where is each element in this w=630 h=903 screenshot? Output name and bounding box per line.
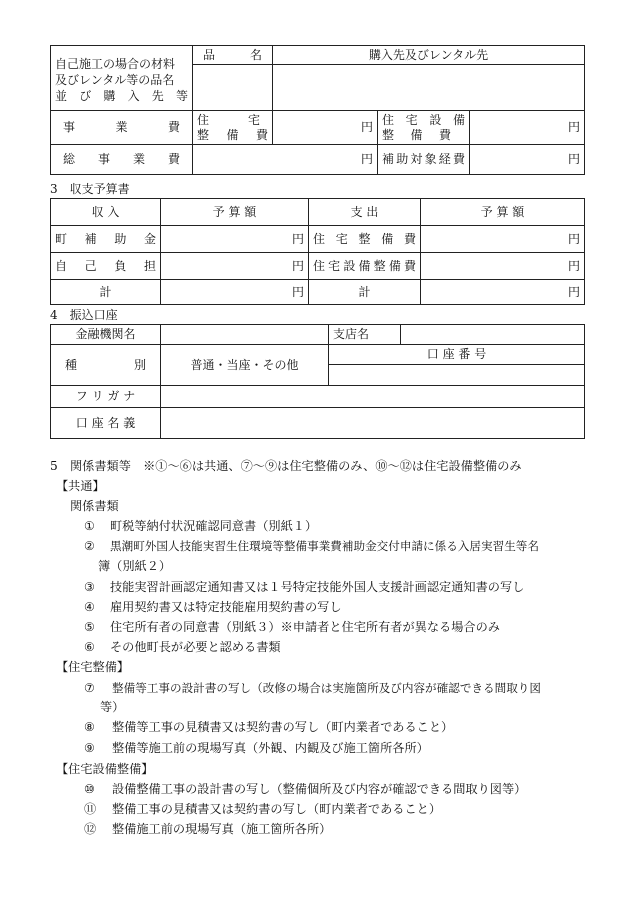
housing-expense-label: 住 宅 整 備 費 <box>309 226 421 253</box>
list-item: ⑦ 整備等工事の設計書の写し（改修の場合は実施箇所及び内容が確認できる間取り図 <box>84 681 541 695</box>
subsidy-target-value[interactable]: 円 <box>470 145 585 175</box>
branch-label: 支店名 <box>329 325 401 345</box>
housing-cost-label: 住 宅 整 備 費 <box>193 111 273 145</box>
list-item: ② 黒潮町外国人技能実習生住環境等整備事業費補助金交付申請に係る入居実習生等名 <box>84 539 539 553</box>
item-name-cell[interactable] <box>193 65 273 111</box>
equip-expense-label: 住宅設備整備費 <box>309 253 421 280</box>
section-3-heading: 3 収支予算書 <box>50 182 130 196</box>
list-item-continuation: 簿（別紙２） <box>98 559 172 573</box>
expense-total-label: 計 <box>309 280 421 305</box>
project-cost-label: 事 業 費 <box>51 111 193 145</box>
account-type-options[interactable]: 普通・当座・その他 <box>161 345 329 386</box>
account-holder-cell[interactable] <box>161 408 585 439</box>
income-total-value[interactable]: 円 <box>161 280 309 305</box>
col-item-header: 品 名 <box>193 46 273 65</box>
account-number-cell[interactable] <box>329 365 585 386</box>
section-4-heading: 4 振込口座 <box>50 308 118 322</box>
list-item: ⑪ 整備工事の見積書又は契約書の写し（町内業者であること） <box>84 802 442 816</box>
account-number-label: 口 座 番 号 <box>329 345 585 365</box>
housing-expense-value[interactable]: 円 <box>421 226 585 253</box>
equip-heading: 【住宅設備整備】 <box>56 762 154 776</box>
furigana-cell[interactable] <box>161 386 585 408</box>
self-pay-value[interactable]: 円 <box>161 253 309 280</box>
docs-heading: 関係書類 <box>70 499 119 513</box>
account-holder-label: 口 座 名 義 <box>51 408 161 439</box>
list-item: ① 町税等納付状況確認同意書（別紙１） <box>84 519 318 533</box>
list-item: ⑧ 整備等工事の見積書又は契約書の写し（町内業者であること） <box>84 720 454 734</box>
housing-heading: 【住宅整備】 <box>56 660 130 674</box>
income-header: 収 入 <box>51 199 161 226</box>
furigana-label: フ リ ガ ナ <box>51 386 161 408</box>
total-cost-label: 総 事 業 費 <box>51 145 193 175</box>
list-item: ⑥ その他町長が必要と認める書類 <box>84 640 281 654</box>
col-vendor-header: 購入先及びレンタル先 <box>273 46 585 65</box>
bank-name-cell[interactable] <box>161 325 329 345</box>
expense-header: 支 出 <box>309 199 421 226</box>
housing-cost-value[interactable]: 円 <box>273 111 378 145</box>
budget-header-income: 予 算 額 <box>161 199 309 226</box>
budget-header-expense: 予 算 額 <box>421 199 585 226</box>
equip-expense-value[interactable]: 円 <box>421 253 585 280</box>
common-heading: 【共通】 <box>56 479 105 493</box>
list-item: ⑤ 住宅所有者の同意書（別紙３）※申請者と住宅所有者が異なる場合のみ <box>84 620 500 634</box>
bank-name-label: 金融機関名 <box>51 325 161 345</box>
account-type-label: 種 別 <box>51 345 161 386</box>
budget-table <box>50 198 585 305</box>
section-5-heading: 5 関係書類等 ※①〜⑥は共通、⑦〜⑨は住宅整備のみ、⑩〜⑫は住宅設備整備のみ <box>50 459 522 473</box>
list-item: ⑨ 整備等施工前の現場写真（外観、内観及び施工箇所各所） <box>84 741 429 755</box>
total-cost-value[interactable]: 円 <box>193 145 378 175</box>
list-item: ④ 雇用契約書又は特定技能雇用契約書の写し <box>84 600 342 614</box>
list-item: ③ 技能実習計画認定通知書又は１号特定技能外国人支援計画認定通知書の写し <box>84 580 525 594</box>
list-item-continuation: 等） <box>100 700 125 714</box>
self-pay-label: 自 己 負 担 <box>51 253 161 280</box>
cost-table <box>50 45 585 175</box>
town-subsidy-label: 町 補 助 金 <box>51 226 161 253</box>
subsidy-target-label: 補助対象経費 <box>378 145 470 175</box>
vendor-cell[interactable] <box>273 65 585 111</box>
list-item: ⑩ 設備整備工事の設計書の写し（整備個所及び内容が確認できる間取り図等） <box>84 782 527 796</box>
bank-table <box>50 324 585 439</box>
expense-total-value[interactable]: 円 <box>421 280 585 305</box>
equip-cost-value[interactable]: 円 <box>470 111 585 145</box>
town-subsidy-value[interactable]: 円 <box>161 226 309 253</box>
income-total-label: 計 <box>51 280 161 305</box>
equip-cost-label: 住宅設備 整 備 費 <box>378 111 470 145</box>
list-item: ⑫ 整備施工前の現場写真（施工箇所各所） <box>84 822 332 836</box>
branch-cell[interactable] <box>401 325 585 345</box>
material-label: 自己施工の場合の材料 及びレンタル等の品名 並 び 購 入 先 等 <box>51 46 193 111</box>
